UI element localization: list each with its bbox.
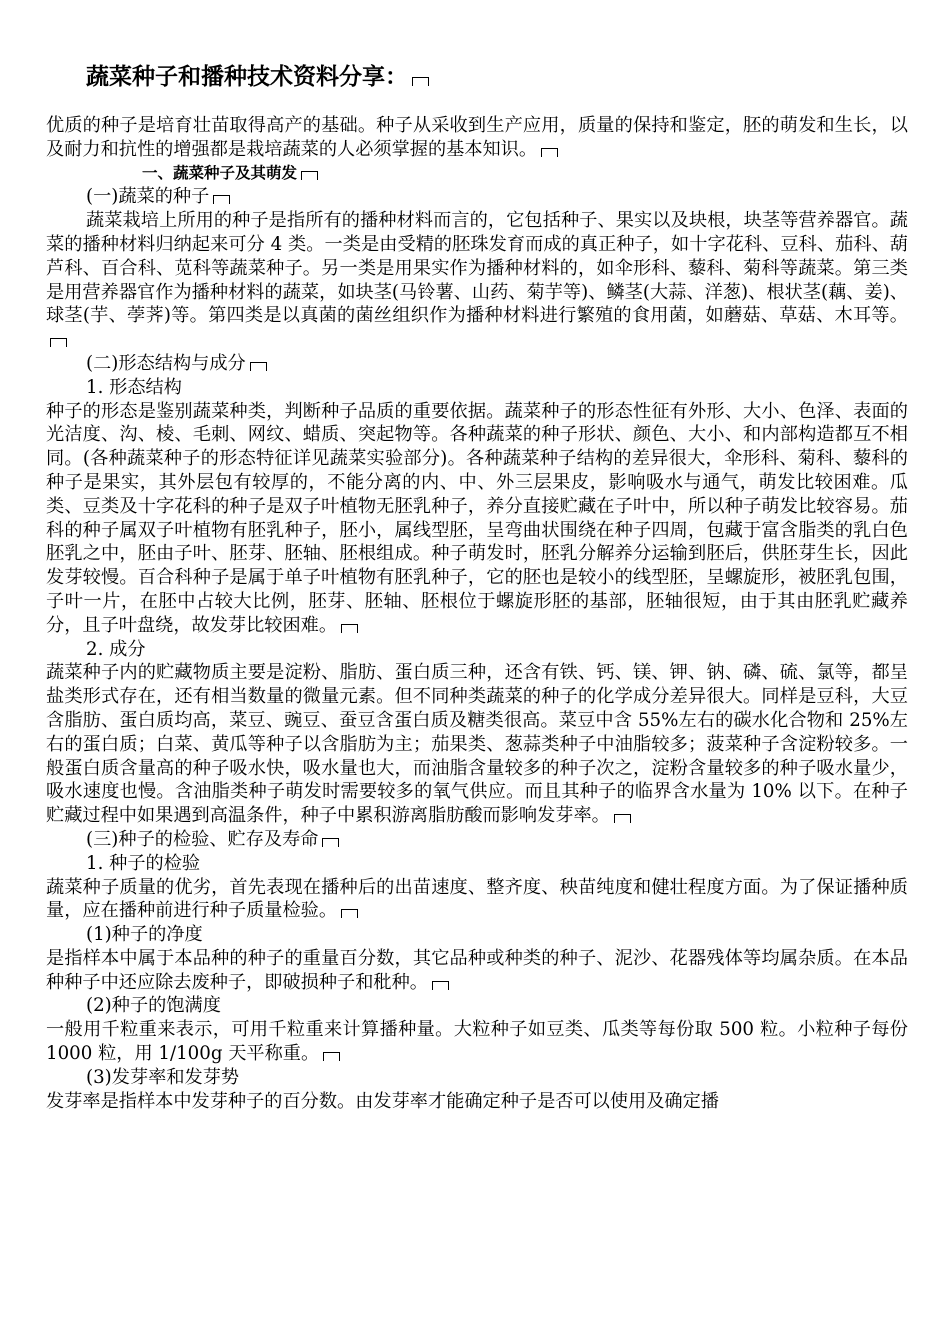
paragraph-mark-icon xyxy=(322,838,339,847)
subsection-heading: (一)蔬菜的种子 xyxy=(46,185,908,209)
item-heading: 2. 成分 xyxy=(86,638,146,660)
body-paragraph: 种子的形态是鉴别蔬菜种类，判断种子品质的重要依据。蔬菜种子的形态性征有外形、大小、色泽、表面的光洁度、沟、棱、毛刺、网纹、蜡质、突起物等。各种蔬菜的种子形状、颜色、大小、和内部构造都互不相同。(各种蔬菜种子的形态特征详见蔬菜实验部分)。各种蔬菜种子结构的差异很大，伞形科、菊科、藜科的种子是果实，其外层包有较厚的，不能分离的内、中、外三层果皮，影响吸水与通气，萌发比较困难。瓜类、豆类及十字花科的种子是双子叶植物无胚乳种子，养分直接贮藏在子叶中，所以种子萌发比较容易。茄科的种子属双子叶植物有胚乳种子，胚小，属线型胚，呈弯曲状围绕在种子四周，包藏于富含脂类的乳白色胚乳之中，胚由子叶、胚芽、胚轴、胚根组成。种子萌发时，胚乳分解养分运输到胚后，供胚芽生长，因此发芽较慢。百合科种子是属于单子叶植物有胚乳种子，它的胚也是较小的线型胚，呈螺旋形，被胚乳包围，子叶一片，在胚中占较大比例，胚芽、胚轴、胚根位于螺旋形胚的基部，胚轴很短，由于其由胚乳贮藏养分，且子叶盘绕，故发芽比较困难。 xyxy=(46,400,908,636)
document-page xyxy=(46,0,908,1113)
body-paragraph: 蔬菜栽培上所用的种子是指所有的播种材料而言的，它包括种子、果实以及块根，块茎等营养器官。蔬菜的播种材料归纳起来可分 4 类。一类是由受精的胚珠发育而成的真正种子，如十字花科、豆科、茄科、葫芦科、百合科、苋科等蔬菜种子。另一类是用果实作为播种材料的，如伞形科、藜科、菊科等蔬菜。第三类是用营养器官作为播种材料的蔬菜，如块茎(马铃薯、山药、菊芋等)、鳞茎(大蒜、洋葱)、根状茎(藕、姜)、球茎(芋、荸荠)等。第四类是以真菌的菌丝组织作为播种材料进行繁殖的食用菌，如蘑菇、草菇、木耳等。 xyxy=(46,209,908,352)
section-heading-1: 一、蔬菜种子及其萌发 xyxy=(46,162,908,186)
paragraph-mark-icon xyxy=(341,909,358,918)
body-paragraph: 蔬菜种子内的贮藏物质主要是淀粉、脂肪、蛋白质三种，还含有铁、钙、镁、钾、钠、磷、硫、氯等，都呈盐类形式存在，还有相当数量的微量元素。但不同种类蔬菜的种子的化学成分差异很大。同样是豆科，大豆含脂肪、蛋白质均高，菜豆、豌豆、蚕豆含蛋白质及糖类很高。菜豆中含 55%左右的碳水化合物和 25%左右的蛋白质；白菜、黄瓜等种子以含脂肪为主；茄果类、葱蒜类种子中油脂较多；菠菜种子含淀粉较多。一般蛋白质含量高的种子吸水快，吸水量也大，而油脂含量较多的种子次之，淀粉含量较多的种子吸水量少，吸水速度也慢。含油脂类种子萌发时需要较多的氧气供应。而且其种子的临界含水量为 10% 以下。在种子贮藏过程中如果遇到高温条件，种子中累积游离脂肪酸而影响发芽率。 xyxy=(46,662,908,827)
subsection-heading: (二)形态结构与成分 xyxy=(46,352,908,376)
item-heading: 1. 形态结构 xyxy=(86,376,182,398)
item-heading: 1. 种子的检验 xyxy=(86,852,201,874)
paragraph-mark-icon xyxy=(341,624,358,633)
intro-paragraph: 优质的种子是培育壮苗取得高产的基础。种子从采收到生产应用，质量的保持和鉴定，胚的萌发和生长，以及耐力和抗性的增强都是栽培蔬菜的人必须掌握的基本知识。 xyxy=(46,115,908,160)
paragraph-mark-icon xyxy=(412,77,429,86)
item-heading: (3)发芽率和发芽势 xyxy=(86,1066,240,1088)
paragraph-mark-icon xyxy=(432,981,449,990)
paragraph-mark-icon xyxy=(614,814,631,823)
body-paragraph: 发芽率是指样本中发芽种子的百分数。由发芽率才能确定种子是否可以使用及确定播 xyxy=(46,1090,719,1112)
paragraph-mark-icon xyxy=(541,148,558,157)
paragraph-mark-icon xyxy=(50,338,67,347)
subsection-heading: (三)种子的检验、贮存及寿命 xyxy=(46,828,908,852)
document-title: 蔬菜种子和播种技术资料分享： xyxy=(86,62,908,92)
paragraph-mark-icon xyxy=(301,171,318,180)
body-paragraph: 是指样本中属于本品种的种子的重量百分数，其它品种或种类的种子、泥沙、花器残体等均属杂质。在本品种种子中还应除去废种子，即破损种子和秕种。 xyxy=(46,947,908,993)
paragraph-mark-icon xyxy=(213,195,230,204)
item-heading: (2)种子的饱满度 xyxy=(86,995,221,1017)
paragraph-mark-icon xyxy=(250,362,267,371)
item-heading: (1)种子的净度 xyxy=(86,924,203,946)
body-paragraph: 一般用千粒重来表示，可用千粒重来计算播种量。大粒种子如豆类、瓜类等每份取 500 粒。小粒种子每份 1000 粒，用 1/100g 天平称重。 xyxy=(46,1019,908,1065)
body-paragraph: 蔬菜种子质量的优劣，首先表现在播种后的出苗速度、整齐度、秧苗纯度和健壮程度方面。为了保证播种质量，应在播种前进行种子质量检验。 xyxy=(46,876,908,922)
paragraph-mark-icon xyxy=(323,1052,340,1061)
